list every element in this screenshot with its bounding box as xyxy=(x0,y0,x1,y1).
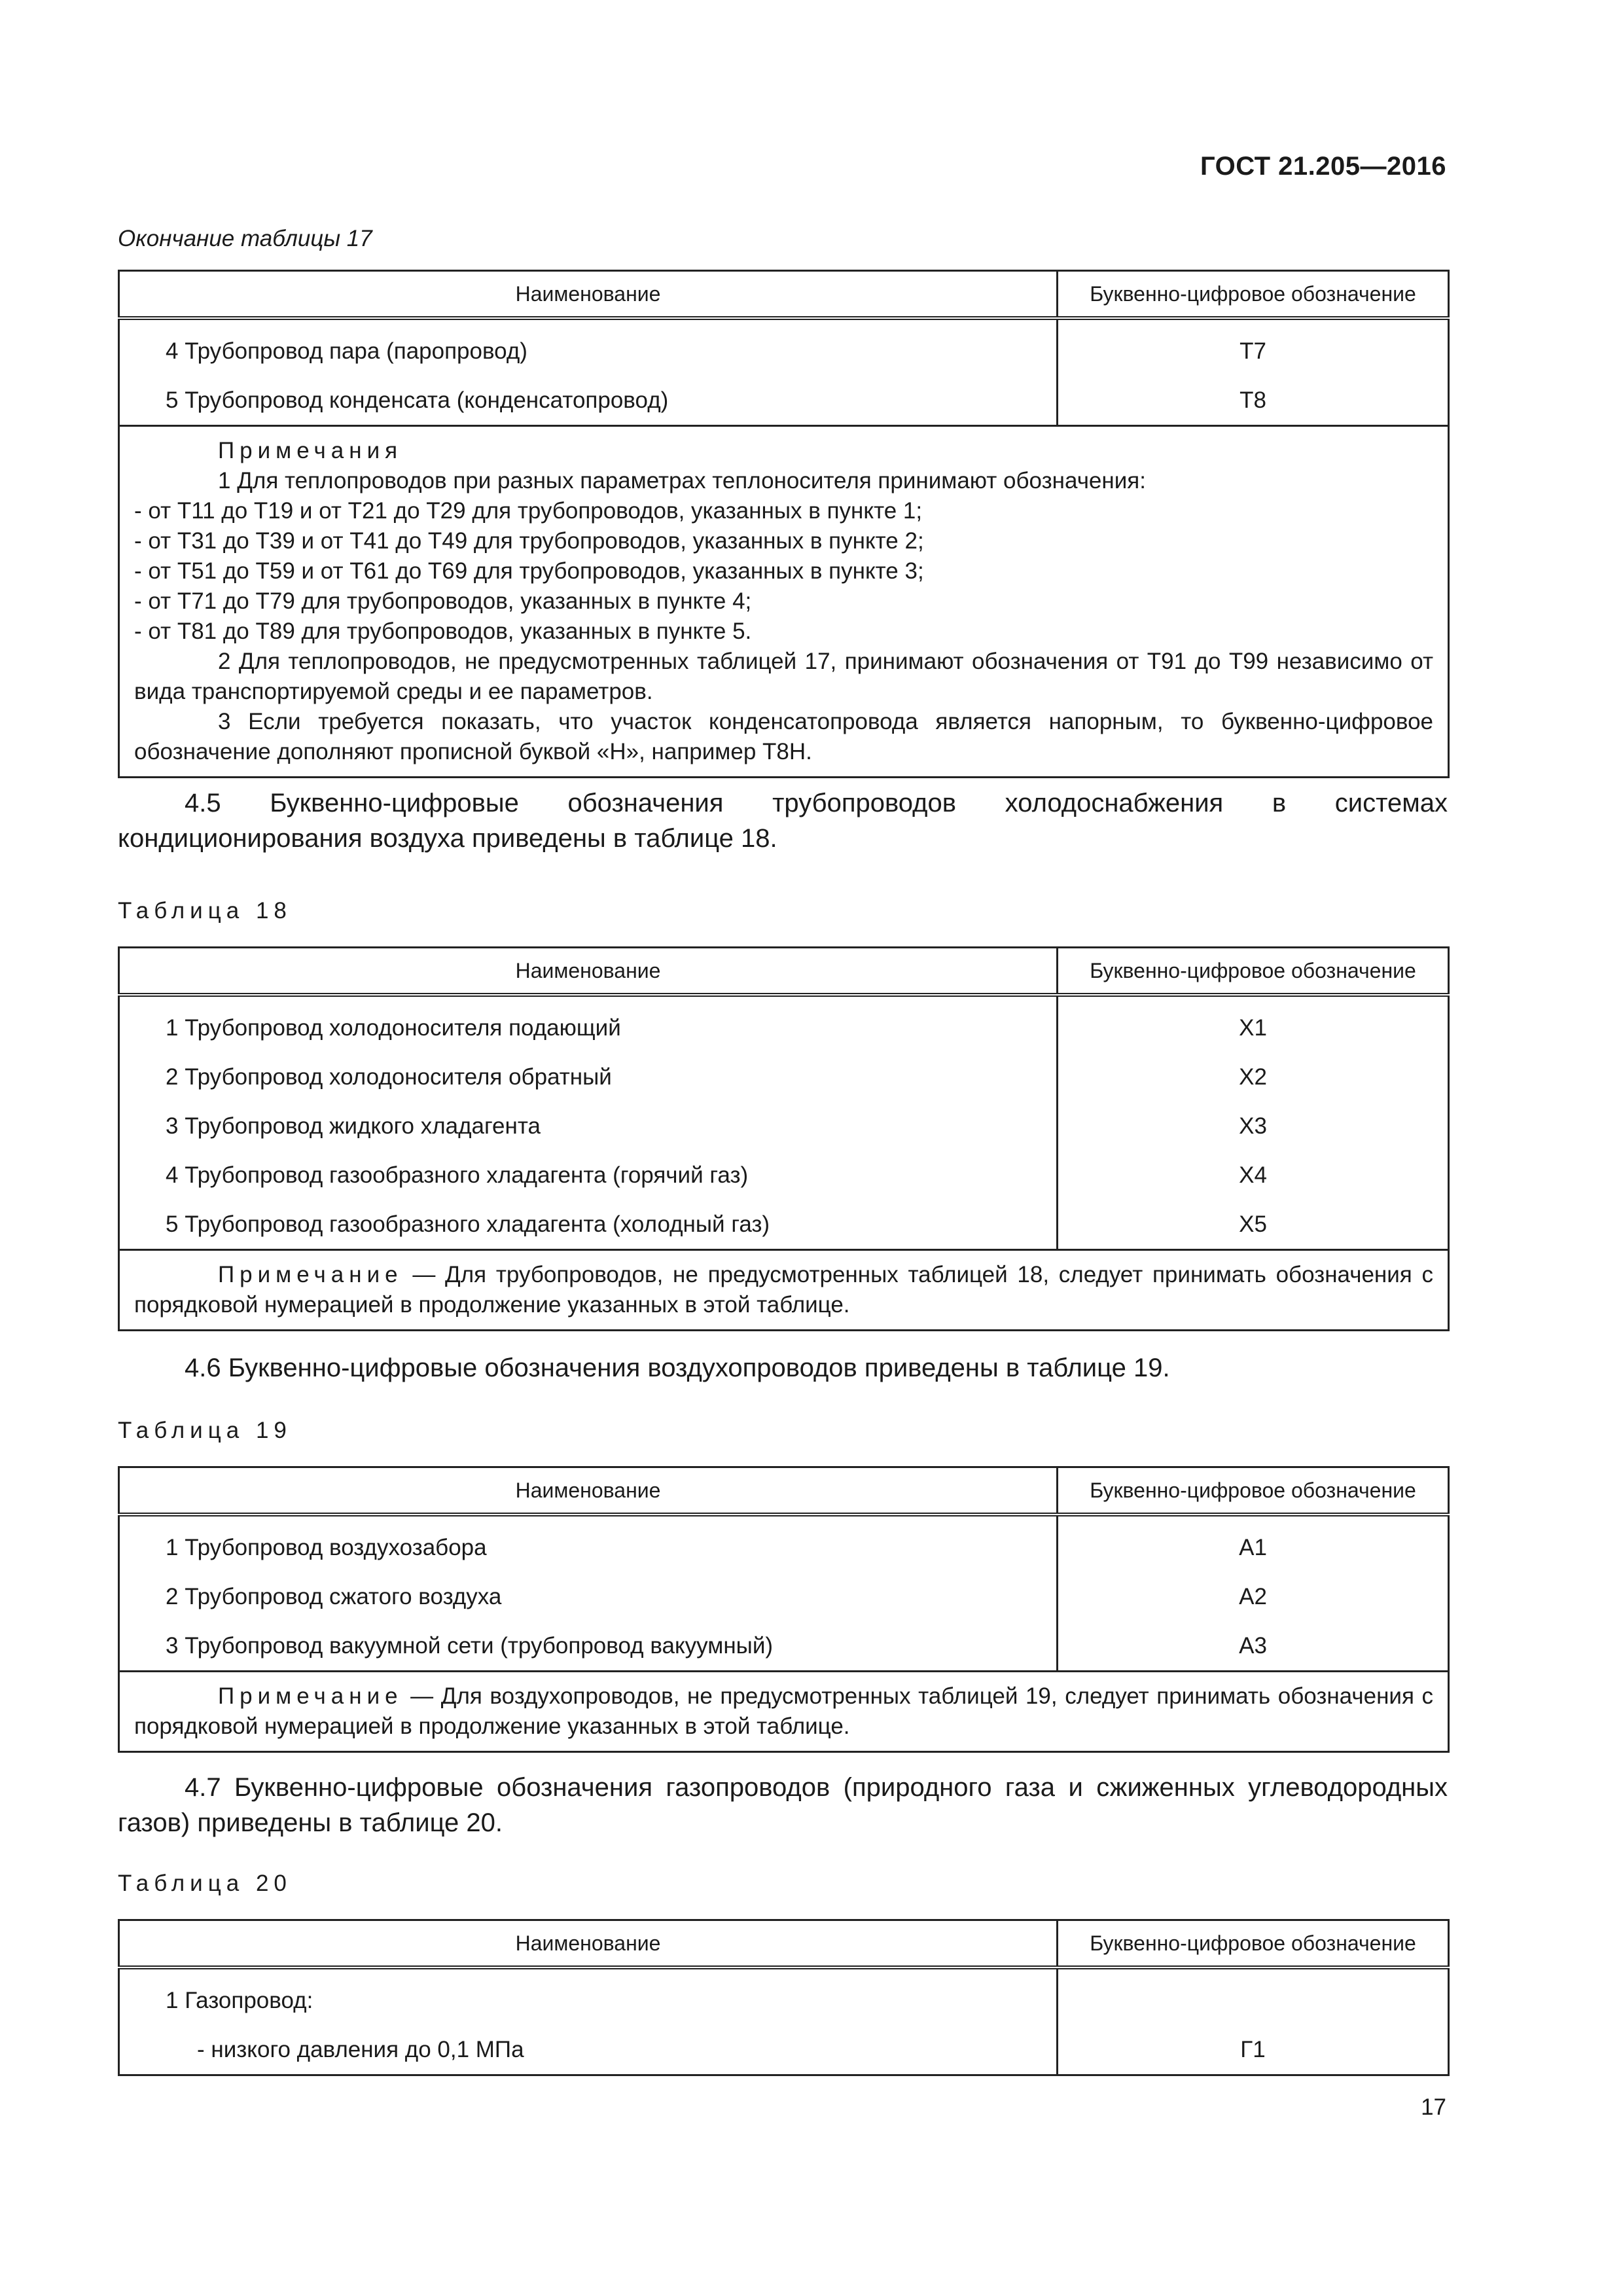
note-item: 2 Для теплопроводов, не предусмотренных таблицей 17, принимают обозначения от Т91 до Т99 независимо от вида транспортируемой среды и ее параметров. xyxy=(134,649,1433,704)
row-code: Т7 xyxy=(1240,338,1266,364)
note-text: — Для воздухопроводов, не предусмотренных таблицей 19, следует принимать обозначения с порядковой нумерацией в продолжение указанных в этой таблице. xyxy=(134,1683,1433,1739)
table-17 xyxy=(118,270,1450,778)
row-code: Х3 xyxy=(1239,1113,1267,1139)
table18-note xyxy=(119,1250,1449,1331)
table-header-row xyxy=(119,1467,1449,1515)
row-code: А3 xyxy=(1239,1632,1267,1659)
table-18 xyxy=(118,946,1450,1331)
paragraph-4-7: 4.7 Буквенно-цифровые обозначения газопроводов (природного газа и сжиженных углеводородных газов) приведены в таблице 20. xyxy=(118,1773,1448,1837)
table-row xyxy=(119,1102,1449,1151)
row-code: А2 xyxy=(1239,1583,1267,1609)
column-header-code: Буквенно-цифровое обозначение xyxy=(1058,948,1449,996)
table-20 xyxy=(118,1919,1450,2076)
table-row xyxy=(119,1052,1449,1102)
table19-caption: Таблица 19 xyxy=(118,1418,292,1443)
column-header-code: Буквенно-цифровое обозначение xyxy=(1058,271,1449,319)
note-item: 3 Если требуется показать, что участок конденсатопровода является напорным, то буквенно-цифровое обозначение дополняют прописной буквой «Н», например Т8Н. xyxy=(134,709,1433,764)
note-item: - от Т71 до Т79 для трубопроводов, указанных в пункте 4; xyxy=(134,588,752,614)
table-row xyxy=(119,995,1449,1052)
notes-title: Примечания xyxy=(218,438,403,463)
note-item: 1 Для теплопроводов при разных параметрах теплоносителя принимают обозначения: xyxy=(218,468,1146,493)
table-header-row xyxy=(119,948,1449,996)
notes-row xyxy=(119,426,1449,778)
row-code: Т8 xyxy=(1240,387,1266,413)
table-row xyxy=(119,2025,1449,2075)
row-name: 5 Трубопровод конденсата (конденсатопровод) xyxy=(119,376,1058,426)
notes-row xyxy=(119,1250,1449,1331)
row-name: 1 Газопровод: xyxy=(119,1967,1058,2025)
note-item: - от Т51 до Т59 и от Т61 до Т69 для трубопроводов, указанных в пункте 3; xyxy=(134,558,924,584)
table-row xyxy=(119,1572,1449,1621)
paragraph-4-6: 4.6 Буквенно-цифровые обозначения воздухопроводов приведены в таблице 19. xyxy=(185,1354,1170,1382)
note-item: - от Т31 до Т39 и от Т41 до Т49 для трубопроводов, указанных в пункте 2; xyxy=(134,528,924,554)
row-name: - низкого давления до 0,1 МПа xyxy=(119,2025,1058,2075)
row-name: 3 Трубопровод жидкого хладагента xyxy=(119,1102,1058,1151)
row-name: 5 Трубопровод газообразного хладагента (холодный газ) xyxy=(119,1200,1058,1250)
table-row xyxy=(119,1151,1449,1200)
table-row xyxy=(119,318,1449,376)
note-text: — Для трубопроводов, не предусмотренных таблицей 18, следует принимать обозначения с порядковой нумерацией в продолжение указанных в этой таблице. xyxy=(134,1262,1433,1318)
paragraph-4-5: 4.5 Буквенно-цифровые обозначения трубопроводов холодоснабжения в системах кондиционирования воздуха приведены в таблице 18. xyxy=(118,789,1448,853)
row-code: Г1 xyxy=(1240,2036,1266,2062)
row-name: 4 Трубопровод газообразного хладагента (горячий газ) xyxy=(119,1151,1058,1200)
row-code xyxy=(1058,1967,1449,2025)
note-item: - от Т81 до Т89 для трубопроводов, указанных в пункте 5. xyxy=(134,619,752,644)
table-header-row xyxy=(119,271,1449,319)
document-code-header: ГОСТ 21.205—2016 xyxy=(1200,152,1446,181)
row-name: 3 Трубопровод вакуумной сети (трубопровод вакуумный) xyxy=(119,1621,1058,1672)
table17-caption: Окончание таблицы 17 xyxy=(118,226,372,251)
table19-note xyxy=(119,1672,1449,1752)
notes-row xyxy=(119,1672,1449,1752)
row-name: 4 Трубопровод пара (паропровод) xyxy=(119,318,1058,376)
note-label: Примечание xyxy=(218,1683,403,1709)
column-header-name: Наименование xyxy=(119,1467,1058,1515)
table-row xyxy=(119,376,1449,426)
table-19 xyxy=(118,1466,1450,1753)
note-label: Примечание xyxy=(218,1262,403,1287)
column-header-name: Наименование xyxy=(119,271,1058,319)
column-header-code: Буквенно-цифровое обозначение xyxy=(1058,1467,1449,1515)
page-number: 17 xyxy=(1421,2094,1446,2120)
table-header-row xyxy=(119,1920,1449,1968)
row-name: 2 Трубопровод сжатого воздуха xyxy=(119,1572,1058,1621)
table-row xyxy=(119,1200,1449,1250)
row-code: Х5 xyxy=(1239,1211,1267,1237)
row-code: Х1 xyxy=(1239,1014,1267,1041)
column-header-name: Наименование xyxy=(119,1920,1058,1968)
table-row xyxy=(119,1967,1449,2025)
table-row xyxy=(119,1515,1449,1572)
row-name: 1 Трубопровод воздухозабора xyxy=(119,1515,1058,1572)
note-item: - от Т11 до Т19 и от Т21 до Т29 для трубопроводов, указанных в пункте 1; xyxy=(134,498,923,524)
row-name: 1 Трубопровод холодоносителя подающий xyxy=(119,995,1058,1052)
row-name: 2 Трубопровод холодоносителя обратный xyxy=(119,1052,1058,1102)
table17-notes xyxy=(119,426,1449,778)
row-code: Х4 xyxy=(1239,1162,1267,1188)
column-header-name: Наименование xyxy=(119,948,1058,996)
table20-caption: Таблица 20 xyxy=(118,1871,292,1896)
column-header-code: Буквенно-цифровое обозначение xyxy=(1058,1920,1449,1968)
row-code: Х2 xyxy=(1239,1064,1267,1090)
table-row xyxy=(119,1621,1449,1672)
row-code: А1 xyxy=(1239,1534,1267,1560)
table18-caption: Таблица 18 xyxy=(118,898,292,924)
